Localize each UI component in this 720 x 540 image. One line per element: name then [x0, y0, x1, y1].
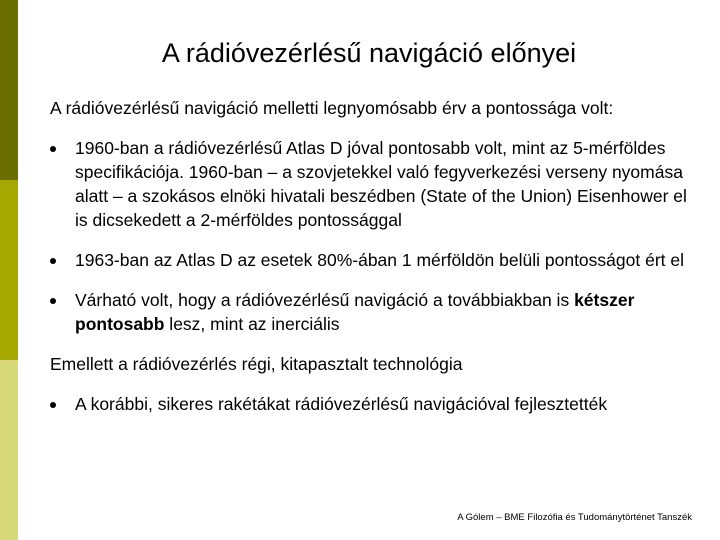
second-paragraph: Emellett a rádióvezérlés régi, kitapasztalt technológia — [50, 354, 463, 374]
sidebar-band-mid — [0, 180, 18, 360]
bullet-bold-text: kétszer pontosabb — [75, 290, 635, 334]
bullet-text: 1960-ban a rádióvezérlésű Atlas D jóval pontosabb volt, mint az 5-mérföldes specifikációja. 1960-ban – a szovjetekkel való fegyverkezési verseny nyomása alatt – a szokásos elnöki hivatali beszédben (State of the Union) Eisenhower el is dicsekedett a 2-mérföldes pontossággal — [75, 138, 687, 230]
bullet-text: 1963-ban az Atlas D az esetek 80%-ában 1 mérföldön belüli pontosságot ért el — [75, 250, 684, 270]
bullet-dot-icon — [50, 402, 56, 408]
bullet-item — [50, 392, 700, 416]
bullet-dot-icon — [50, 146, 56, 152]
bullet-item — [50, 248, 700, 272]
bullet-dot-icon — [50, 258, 56, 264]
bullet-text-before: Várható volt, hogy a rádióvezérlésű navigáció a továbbiakban is — [75, 290, 575, 310]
bullet-item — [50, 136, 700, 232]
sidebar-band-dark — [0, 0, 18, 180]
slide-body — [50, 96, 700, 432]
intro-paragraph: A rádióvezérlésű navigáció melletti legnyomósabb érv a pontossága volt: — [50, 98, 614, 118]
sidebar-band-light — [0, 360, 18, 540]
slide-title: A rádióvezérlésű navigáció előnyei — [161, 38, 577, 68]
bullet-item — [50, 288, 700, 336]
bullet-dot-icon — [50, 298, 56, 304]
bullet-text: A korábbi, sikeres rakétákat rádióvezérlésű navigációval fejlesztették — [75, 394, 608, 414]
bullet-text-after: lesz, mint az inerciális — [164, 314, 340, 334]
bullet-list — [50, 136, 700, 336]
footer-credit: A Gólem – BME Filozófia és Tudománytörténet Tanszék — [457, 512, 692, 523]
bullet-list-2 — [50, 392, 700, 416]
